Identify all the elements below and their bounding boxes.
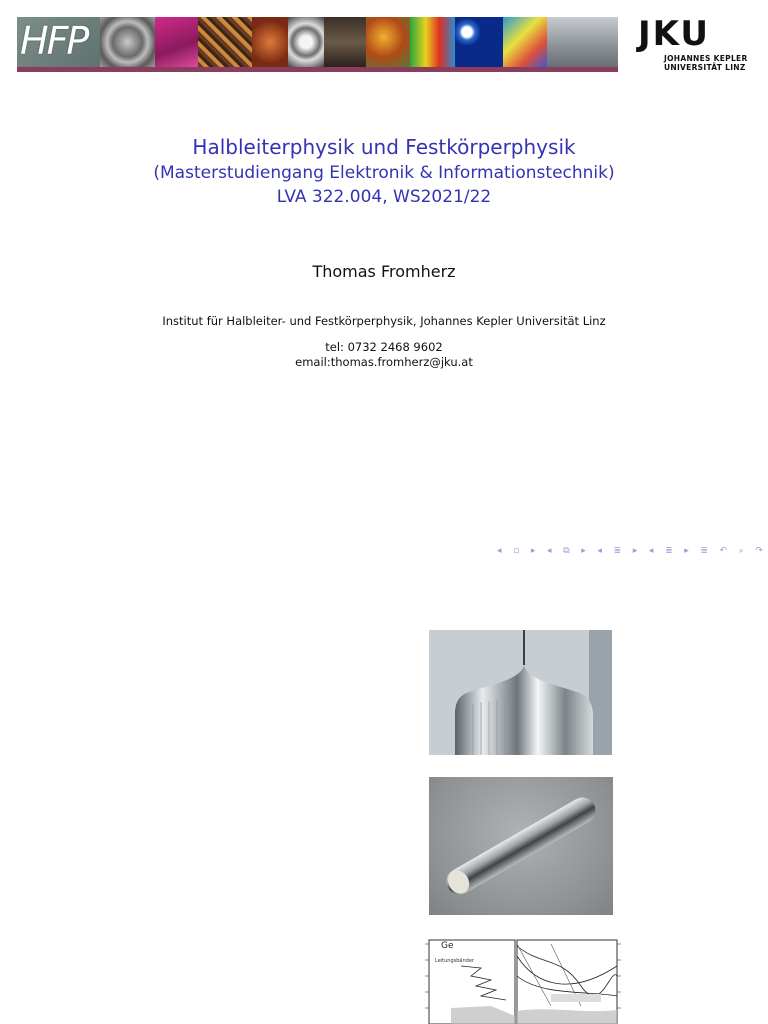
beamer-navigation bbox=[497, 544, 763, 558]
nav-part-prev-icon[interactable]: ◂ bbox=[648, 546, 654, 556]
hfp-logo: HFP bbox=[20, 19, 88, 63]
header-banner bbox=[17, 17, 618, 72]
crystal-rod-image bbox=[429, 777, 613, 915]
jku-logo bbox=[636, 14, 756, 77]
jku-line-1: JOHANNES KEPLER bbox=[664, 54, 748, 63]
nav-frame-icon[interactable]: ▫ bbox=[513, 546, 520, 556]
banner-tile bbox=[155, 17, 197, 67]
jku-subtitle bbox=[664, 54, 756, 72]
nav-part-icon[interactable]: ≣ bbox=[665, 546, 673, 556]
banner-tile bbox=[503, 17, 547, 67]
nav-subsection-icon[interactable]: ⧉ bbox=[563, 546, 570, 556]
banner-tile bbox=[410, 17, 454, 67]
institute: Institut für Halbleiter- und Festkörperphysik, Johannes Kepler Universität Linz bbox=[162, 314, 606, 328]
email: email:thomas.fromherz@jku.at bbox=[295, 355, 473, 369]
nav-subsection-prev-icon[interactable]: ◂ bbox=[547, 546, 552, 556]
jku-line-2: UNIVERSITÄT LINZ bbox=[664, 63, 746, 72]
nav-document-icon[interactable]: ≣ bbox=[700, 546, 708, 556]
nav-subsection-next-icon[interactable]: ▸ bbox=[581, 546, 586, 556]
banner-tile bbox=[288, 17, 323, 67]
nav-redo-icon[interactable]: ↷ bbox=[755, 546, 763, 556]
author: Thomas Fromherz bbox=[312, 262, 456, 281]
band-structure-figure bbox=[421, 936, 624, 1024]
nav-frame-next-icon[interactable]: ▸ bbox=[530, 546, 536, 556]
phone: tel: 0732 2468 9602 bbox=[325, 340, 443, 354]
band-label: Ge bbox=[441, 941, 454, 951]
nav-section-icon[interactable]: ≣ bbox=[613, 546, 622, 556]
nav-search-icon[interactable]: ⌕ bbox=[738, 546, 744, 556]
subtitle-line-2: LVA 322.004, WS2021/22 bbox=[276, 187, 492, 207]
page-title: Halbleiterphysik und Festkörperphysik bbox=[192, 135, 576, 159]
subtitle-line-1: (Masterstudiengang Elektronik & Informationstechnik) bbox=[153, 163, 615, 183]
banner-tile bbox=[455, 17, 503, 67]
nav-section-prev-icon[interactable]: ◂ bbox=[597, 546, 602, 556]
banner-tile bbox=[324, 17, 366, 67]
banner-tile bbox=[252, 17, 289, 67]
nav-part-next-icon[interactable]: ▸ bbox=[684, 546, 689, 556]
czochralski-crystal-image bbox=[429, 630, 612, 755]
jku-mark: JKU bbox=[638, 14, 711, 54]
contact-block bbox=[0, 340, 768, 370]
nav-frame-prev-icon[interactable]: ◂ bbox=[497, 546, 502, 556]
band-sublabel: Leitungsbänder bbox=[435, 958, 474, 964]
banner-tile bbox=[100, 17, 155, 67]
czochralski-crystal-drawing bbox=[429, 630, 612, 755]
banner-tile bbox=[547, 17, 618, 67]
title-block bbox=[0, 133, 768, 209]
nav-undo-icon[interactable]: ↶ bbox=[719, 546, 728, 556]
banner-tile bbox=[198, 17, 252, 67]
nav-section-next-icon[interactable]: ▸ bbox=[632, 546, 638, 556]
crystal-rod-drawing bbox=[429, 777, 613, 915]
banner-tile bbox=[366, 17, 410, 67]
